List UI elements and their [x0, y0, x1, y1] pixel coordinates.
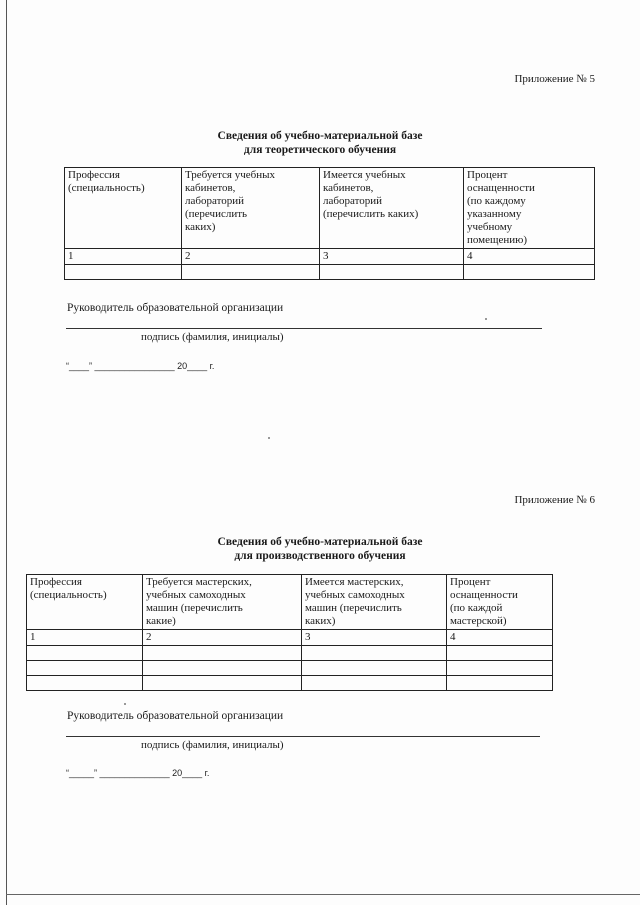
scan-speck	[268, 437, 270, 439]
table-cell[interactable]	[447, 661, 553, 676]
column-header-available: Имеется учебных кабинетов, лабораторий (перечислить каких)	[320, 168, 464, 249]
column-number: 3	[320, 249, 464, 265]
appendix-6-title	[0, 535, 640, 563]
appendix-5-title-line2: для теоретического обучения	[243, 144, 397, 156]
column-header-available: Имеется мастерских, учебных самоходных машин (перечислить каких)	[302, 575, 447, 630]
appendix-6-date-line: “_____” ______________ 20____ г.	[66, 768, 210, 778]
table-cell[interactable]	[27, 661, 143, 676]
table-cell[interactable]	[302, 676, 447, 691]
column-number: 3	[302, 630, 447, 646]
table-cell[interactable]	[143, 646, 302, 661]
appendix-5-date-line: “____” ________________ 20____ г.	[66, 361, 215, 371]
table-row	[65, 265, 595, 280]
appendix-5-signature-caption: подпись (фамилия, инициалы)	[141, 331, 284, 343]
appendix-5-label: Приложение № 5	[514, 73, 595, 85]
column-header-required: Требуется мастерских, учебных самоходных машин (перечислить какие)	[143, 575, 302, 630]
scan-speck	[485, 318, 487, 320]
table-cell[interactable]	[447, 676, 553, 691]
table-cell[interactable]	[464, 265, 595, 280]
appendix-6-table	[26, 574, 553, 691]
appendix-6-signer-label: Руководитель образовательной организации	[67, 710, 284, 722]
column-number: 2	[182, 249, 320, 265]
appendix-5-signer-label: Руководитель образовательной организации	[67, 302, 284, 314]
table-cell[interactable]	[320, 265, 464, 280]
column-number: 4	[464, 249, 595, 265]
column-number: 4	[447, 630, 553, 646]
appendix-6-signature-caption: подпись (фамилия, инициалы)	[141, 739, 284, 751]
table-cell[interactable]	[447, 646, 553, 661]
column-header-percent: Процент оснащенности (по каждой мастерской)	[447, 575, 553, 630]
table-header-row	[65, 168, 595, 249]
table-row	[27, 661, 553, 676]
table-row	[27, 676, 553, 691]
scan-speck	[124, 703, 126, 705]
table-cell[interactable]	[143, 661, 302, 676]
table-row	[27, 646, 553, 661]
column-number: 1	[27, 630, 143, 646]
page-bottom-edge	[6, 894, 640, 895]
table-cell[interactable]	[182, 265, 320, 280]
table-number-row	[65, 249, 595, 265]
appendix-5-signature-line[interactable]	[66, 328, 542, 329]
table-header-row	[27, 575, 553, 630]
table-cell[interactable]	[302, 646, 447, 661]
column-number: 2	[143, 630, 302, 646]
appendix-6-title-line2: для производственного обучения	[234, 550, 406, 562]
column-number: 1	[65, 249, 182, 265]
table-cell[interactable]	[65, 265, 182, 280]
column-header-percent: Процент оснащенности (по каждому указанному учебному помещению)	[464, 168, 595, 249]
table-cell[interactable]	[143, 676, 302, 691]
appendix-6-title-line1: Сведения об учебно-материальной базе	[217, 536, 423, 548]
table-cell[interactable]	[27, 676, 143, 691]
appendix-6-label: Приложение № 6	[514, 494, 595, 506]
appendix-5-table	[64, 167, 595, 280]
column-header-required: Требуется учебных кабинетов, лабораторий (перечислить каких)	[182, 168, 320, 249]
table-cell[interactable]	[27, 646, 143, 661]
table-cell[interactable]	[302, 661, 447, 676]
column-header-profession: Профессия (специальность)	[65, 168, 182, 249]
appendix-6-signature-line[interactable]	[66, 736, 540, 737]
appendix-5-title	[0, 129, 640, 157]
appendix-5-title-line1: Сведения об учебно-материальной базе	[217, 130, 423, 142]
column-header-profession: Профессия (специальность)	[27, 575, 143, 630]
table-number-row	[27, 630, 553, 646]
